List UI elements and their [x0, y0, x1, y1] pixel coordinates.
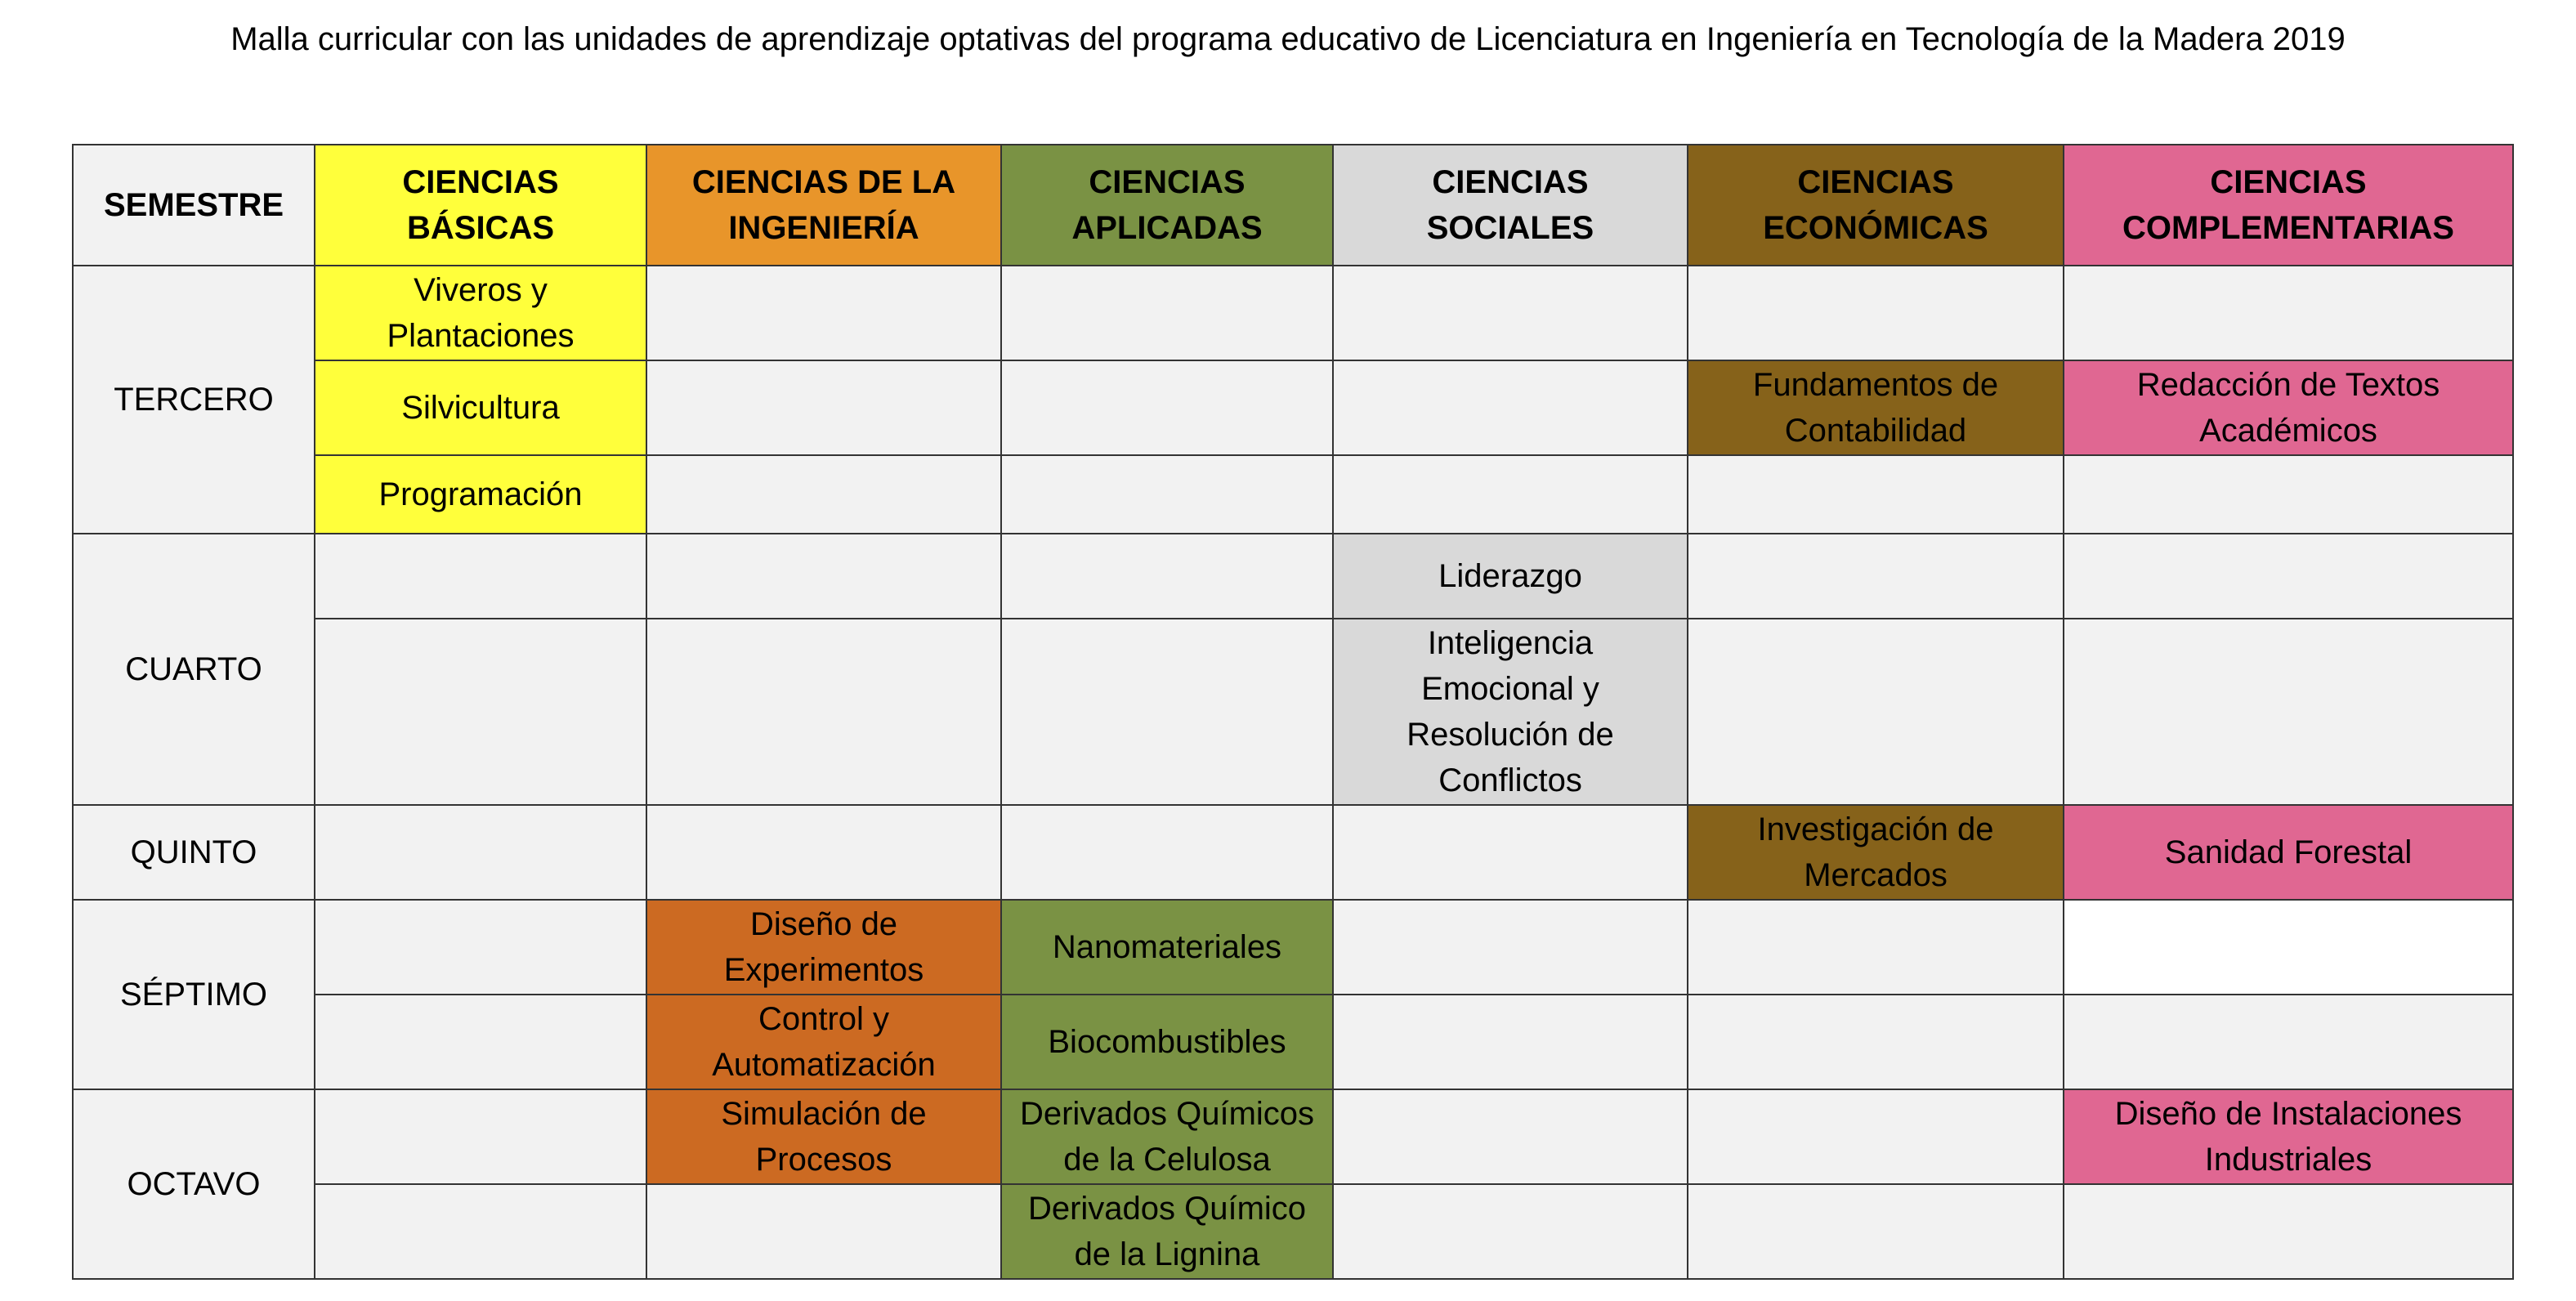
empty-cell [1688, 266, 2064, 360]
empty-cell [315, 805, 646, 900]
course-cell: Silvicultura [315, 360, 646, 455]
empty-cell [1001, 455, 1333, 534]
empty-cell [2064, 995, 2513, 1089]
table-row [73, 1089, 2513, 1184]
empty-cell [1001, 619, 1333, 805]
empty-cell [315, 1184, 646, 1279]
course-cell: Derivados Químicos de la Celulosa [1001, 1089, 1333, 1184]
course-cell: Control y Automatización [646, 995, 1001, 1089]
course-cell: Diseño de Experimentos [646, 900, 1001, 995]
table-row [73, 805, 2513, 900]
header-ciencias-economicas: CIENCIAS ECONÓMICAS [1688, 145, 2064, 266]
empty-cell [1688, 900, 2064, 995]
empty-cell [2064, 900, 2513, 995]
table-row [73, 995, 2513, 1089]
course-cell: Investigación de Mercados [1688, 805, 2064, 900]
empty-cell [646, 360, 1001, 455]
empty-cell [2064, 266, 2513, 360]
header-ciencias-basicas: CIENCIAS BÁSICAS [315, 145, 646, 266]
empty-cell [315, 619, 646, 805]
header-ciencias-sociales: CIENCIAS SOCIALES [1333, 145, 1688, 266]
empty-cell [315, 1089, 646, 1184]
empty-cell [1333, 1184, 1688, 1279]
course-cell: Fundamentos de Contabilidad [1688, 360, 2064, 455]
course-cell: Derivados Químico de la Lignina [1001, 1184, 1333, 1279]
empty-cell [1333, 266, 1688, 360]
empty-cell [646, 1184, 1001, 1279]
table-row [73, 534, 2513, 619]
header-ciencias-aplicadas: CIENCIAS APLICADAS [1001, 145, 1333, 266]
semester-label: CUARTO [73, 534, 315, 805]
empty-cell [1688, 455, 2064, 534]
empty-cell [1333, 1089, 1688, 1184]
empty-cell [2064, 619, 2513, 805]
header-semestre: SEMESTRE [73, 145, 315, 266]
course-cell: Sanidad Forestal [2064, 805, 2513, 900]
table-row [73, 619, 2513, 805]
semester-label: SÉPTIMO [73, 900, 315, 1089]
empty-cell [646, 534, 1001, 619]
empty-cell [1001, 534, 1333, 619]
empty-cell [315, 995, 646, 1089]
empty-cell [1688, 1089, 2064, 1184]
course-cell: Inteligencia Emocional y Resolución de Conflictos [1333, 619, 1688, 805]
course-cell: Programación [315, 455, 646, 534]
course-cell: Diseño de Instalaciones Industriales [2064, 1089, 2513, 1184]
empty-cell [315, 534, 646, 619]
header-row [73, 145, 2513, 266]
empty-cell [646, 455, 1001, 534]
empty-cell [315, 900, 646, 995]
table-row [73, 900, 2513, 995]
empty-cell [1333, 900, 1688, 995]
empty-cell [646, 266, 1001, 360]
course-cell: Nanomateriales [1001, 900, 1333, 995]
empty-cell [2064, 1184, 2513, 1279]
empty-cell [2064, 534, 2513, 619]
empty-cell [1001, 805, 1333, 900]
empty-cell [646, 805, 1001, 900]
course-cell: Biocombustibles [1001, 995, 1333, 1089]
empty-cell [1333, 360, 1688, 455]
semester-label: TERCERO [73, 266, 315, 534]
table-row [73, 360, 2513, 455]
empty-cell [1333, 805, 1688, 900]
empty-cell [1333, 995, 1688, 1089]
semester-label: OCTAVO [73, 1089, 315, 1279]
semester-label: QUINTO [73, 805, 315, 900]
empty-cell [1333, 455, 1688, 534]
empty-cell [1688, 619, 2064, 805]
table-row [73, 266, 2513, 360]
empty-cell [1001, 360, 1333, 455]
empty-cell [1688, 1184, 2064, 1279]
empty-cell [646, 619, 1001, 805]
table-row [73, 455, 2513, 534]
empty-cell [1688, 995, 2064, 1089]
course-cell: Viveros y Plantaciones [315, 266, 646, 360]
course-cell: Redacción de Textos Académicos [2064, 360, 2513, 455]
empty-cell [1688, 534, 2064, 619]
course-cell: Liderazgo [1333, 534, 1688, 619]
table-row [73, 1184, 2513, 1279]
header-ciencias-complementarias: CIENCIAS COMPLEMENTARIAS [2064, 145, 2513, 266]
page-title: Malla curricular con las unidades de aprendizaje optativas del programa educativo de Licenciatura en Ingeniería en Tecnología de la Madera 2019 [230, 21, 2346, 57]
empty-cell [2064, 455, 2513, 534]
empty-cell [1001, 266, 1333, 360]
curriculum-table [72, 144, 2514, 1280]
course-cell: Simulación de Procesos [646, 1089, 1001, 1184]
header-ciencias-ingenieria: CIENCIAS DE LA INGENIERÍA [646, 145, 1001, 266]
